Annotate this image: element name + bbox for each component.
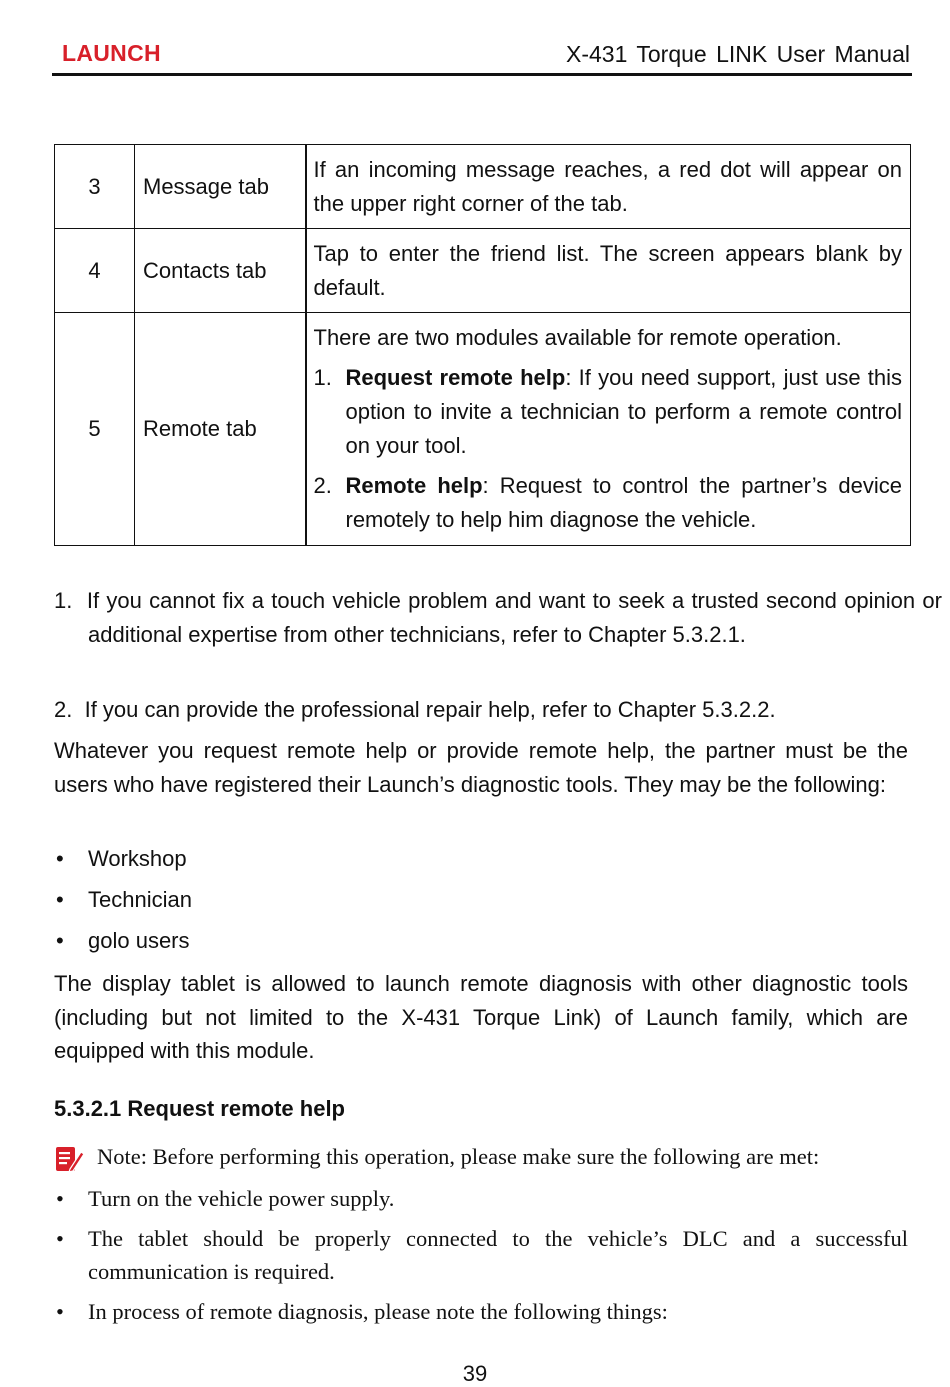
row-description: Tap to enter the friend list. The screen appears blank by default.: [306, 229, 911, 313]
feature-table: [54, 144, 911, 546]
item-title: Remote help: [345, 473, 483, 498]
bullet-item: • Technician: [54, 883, 908, 916]
note-pencil-icon: [54, 1144, 86, 1174]
bullet-item: • Turn on the vehicle power supply.: [54, 1182, 908, 1215]
remote-modules-list: [314, 361, 903, 537]
list-item: [314, 469, 903, 537]
item-title: Request remote help: [345, 365, 566, 390]
item-number: 2.: [54, 697, 73, 722]
row-description: If an incoming message reaches, a red dot will appear on the upper right corner of the tab.: [306, 145, 911, 229]
row-number: 4: [55, 229, 135, 313]
numbered-item: [54, 584, 942, 651]
item-text: : If you need support, just use this option to invite a technician to perform a remote control on your tool.: [345, 365, 902, 458]
item-text: : Request to control the partner’s device remotely to help him diagnose the vehicle.: [345, 473, 902, 532]
item-text: If you can provide the professional repair help, refer to Chapter 5.3.2.2.: [84, 697, 776, 722]
row-number: 3: [55, 145, 135, 229]
section-heading: 5.3.2.1 Request remote help: [54, 1096, 345, 1121]
header-divider: [52, 73, 912, 76]
bullet-item: • The tablet should be properly connected to the vehicle’s DLC and a successful communication is required.: [54, 1222, 908, 1288]
page-number: 39: [462, 1361, 488, 1386]
body-paragraph: The display tablet is allowed to launch remote diagnosis with other diagnostic tools (including but not limited to the X-431 Torque Link) of Launch family, which are equipped with this module.: [54, 971, 908, 1063]
bullet-icon: •: [56, 846, 64, 871]
table-row: [55, 229, 911, 313]
table-row: [55, 145, 911, 229]
bullet-item: • golo users: [54, 924, 908, 957]
row-number: 5: [55, 313, 135, 546]
row-description: [306, 313, 911, 546]
body-paragraph: Whatever you request remote help or provide remote help, the partner must be the users who have registered their Launch’s diagnostic tools. They may be the following:: [54, 738, 908, 797]
manual-title: X-431 Torque LINK User Manual: [566, 41, 910, 67]
bullet-icon: •: [56, 1299, 64, 1324]
launch-logo: LAUNCH: [62, 40, 161, 66]
row-name: Remote tab: [135, 313, 306, 546]
bullet-icon: •: [56, 1186, 64, 1211]
numbered-item: [54, 693, 942, 727]
bullet-item: • In process of remote diagnosis, please note the following things:: [54, 1295, 908, 1328]
table-row: [55, 313, 911, 546]
list-item: [314, 361, 903, 463]
row-name: Contacts tab: [135, 229, 306, 313]
bullet-icon: •: [56, 928, 64, 953]
bullet-icon: •: [56, 1226, 64, 1251]
item-number: 2.: [313, 473, 332, 498]
item-number: 1.: [54, 588, 73, 613]
bullet-item: • Workshop: [54, 842, 908, 875]
row-name: Message tab: [135, 145, 306, 229]
item-number: 1.: [313, 365, 332, 390]
note-text: Note: Before performing this operation, please make sure the following are met:: [97, 1144, 820, 1169]
remote-intro: There are two modules available for remote operation.: [313, 325, 842, 350]
bullet-icon: •: [56, 887, 64, 912]
item-text: If you cannot fix a touch vehicle problem and want to seek a trusted second opinion or additional expertise from other technicians, refer to Chapter 5.3.2.1.: [86, 588, 942, 647]
